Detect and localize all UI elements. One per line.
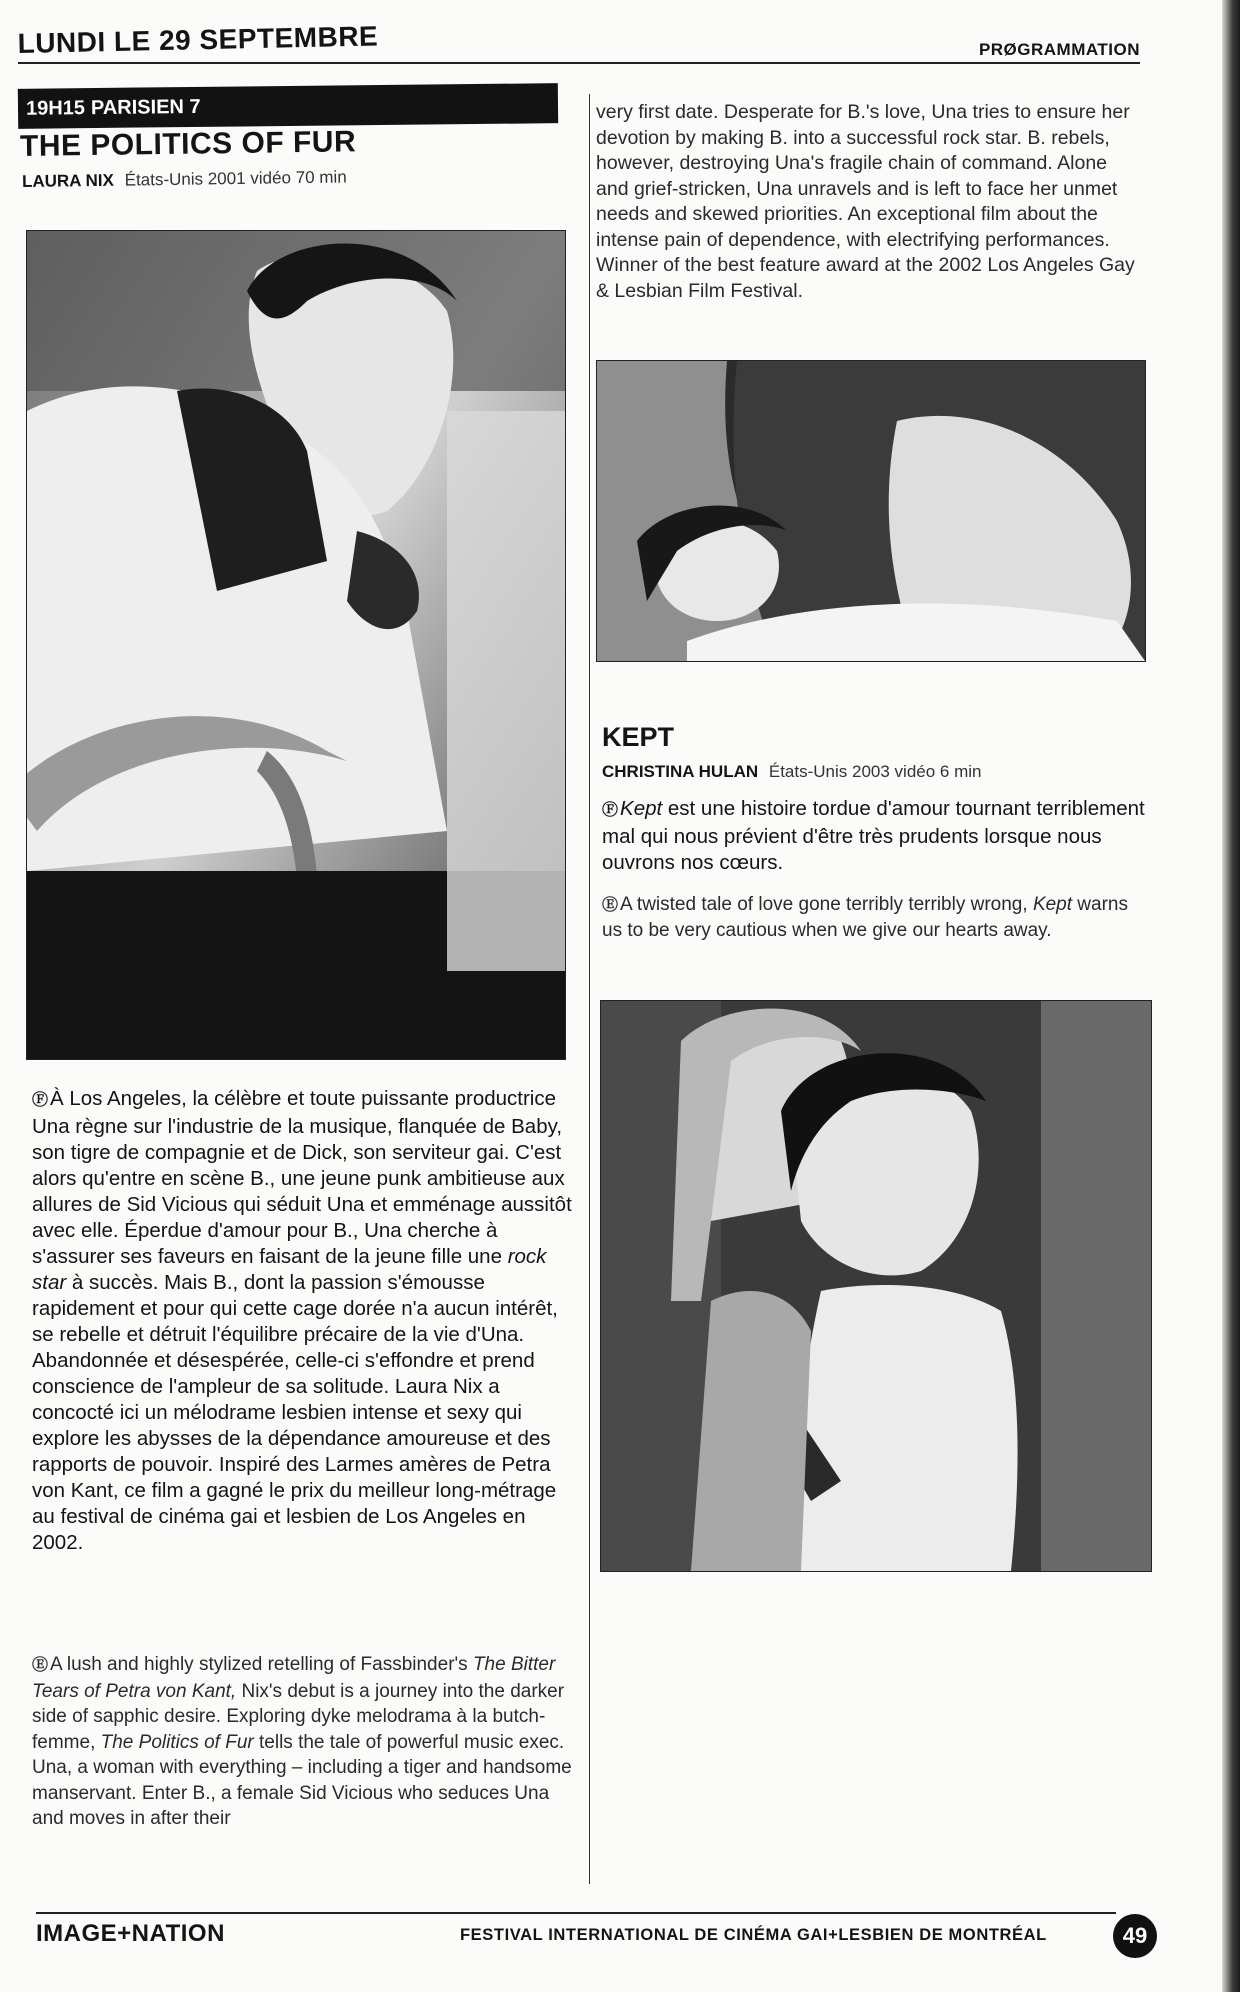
column-divider xyxy=(589,94,590,1884)
french-language-icon: Ⓕ xyxy=(602,802,619,819)
film-synopsis-french-2: ⒻKept est une histoire tordue d'amour tournant terriblement mal qui nous prévient d'être très prudents lorsque nous ouvrons nos cœurs. xyxy=(602,797,1145,874)
film-synopsis-english-continued: very first date. Desperate for B.'s love, Una tries to ensure her devotion by making B. into a successful rock star. B. rebels, however, destroying Una's fragile chain of command. Alone and grief-stricken, Una unravels and is left to face her unmet needs and skewed priorities. An exceptional film about the intense pain of dependence, with electrifying performances. Winner of the best feature award at the 2002 Los Angeles Gay & Lesbian Film Festival. xyxy=(596,101,1135,302)
screening-time: 19H15 xyxy=(25,96,86,120)
header-rule xyxy=(18,62,1140,64)
film-credit xyxy=(22,167,347,192)
screening-venue: PARISIEN 7 xyxy=(90,95,201,119)
page-edge-shadow xyxy=(1222,0,1240,1992)
film-still-photo-3 xyxy=(600,1000,1152,1572)
section-label: PRØGRAMMATION xyxy=(978,40,1140,59)
footer-rule xyxy=(36,1912,1116,1914)
publication-name: IMAGE+NATION xyxy=(36,1920,225,1947)
film-synopsis-english: Ⓔ A lush and highly stylized retelling of Fassbinder's The Bitter Tears of Petra von Kant, Nix's debut is a journey into the darker side of sapphic desire. Exploring dyke melodrama à la butch-femme, The Politics of Fur tells the tale of powerful music exec. Una, a woman with everything – including a tiger and handsome manservant. Enter B., a female Sid Vicious who seduces Una and moves in after their xyxy=(32,1654,572,1829)
film-meta: États-Unis 2001 vidéo 70 min xyxy=(124,167,347,190)
film-synopsis-french: ⒻÀ Los Angeles, la célèbre et toute puissante productrice Una règne sur l'industrie de la musique, flanquée de Baby, son tigre de compagnie et de Dick, son serviteur gai. C'est alors qu'entre en scène B., une jeune punk ambitieuse aux allures de Sid Vicious qui séduit Una et emménage aussitôt avec elle. Éperdue d'amour pour B., Una cherche à s'assurer ses faveurs en faisant de la jeune fille une rock star à succès. Mais B., dont la passion s'émousse rapidement et pour qui cette cage dorée n'a aucun intérêt, se rebelle et détruit l'équilibre précaire de la vie d'Una. Abandonnée et désespérée, celle-ci s'effondre et prend conscience de l'ampleur de sa solitude. Laura Nix a concocté ici un mélodrame lesbien intense et sexy qui explore les abysses de la dépendance amoureuse et des rapports de pouvoir. Inspiré des Larmes amères de Petra von Kant, ce film a gagné le prix du meilleur long-métrage au festival de cinéma gai et lesbien de Los Angeles en 2002. xyxy=(32,1087,572,1554)
film-title: THE POLITICS OF FUR xyxy=(19,125,357,163)
page-number: 49 xyxy=(1113,1914,1157,1958)
screening-time-bar xyxy=(18,83,558,129)
page-date-heading: LUNDI LE 29 SEPTEMBRE xyxy=(17,20,379,60)
festival-name: FESTIVAL INTERNATIONAL DE CINÉMA GAI+LESBIEN DE MONTRÉAL xyxy=(460,1926,1047,1944)
film-credit-2 xyxy=(602,762,981,782)
film-title-2: KEPT xyxy=(602,722,675,752)
english-language-icon: Ⓔ xyxy=(602,897,619,914)
film-meta-2: États-Unis 2003 vidéo 6 min xyxy=(768,762,982,781)
film-synopsis-english-2: Ⓔ A twisted tale of love gone terribly terribly wrong, Kept warns us to be very cautious when we give our hearts away. xyxy=(602,894,1128,941)
french-language-icon: Ⓕ xyxy=(32,1092,49,1109)
film-director-2: CHRISTINA HULAN xyxy=(602,762,759,781)
english-language-icon: Ⓔ xyxy=(32,1657,49,1674)
film-still-photo-2 xyxy=(596,360,1146,662)
film-still-photo xyxy=(26,230,566,1060)
film-director: LAURA NIX xyxy=(21,170,115,191)
